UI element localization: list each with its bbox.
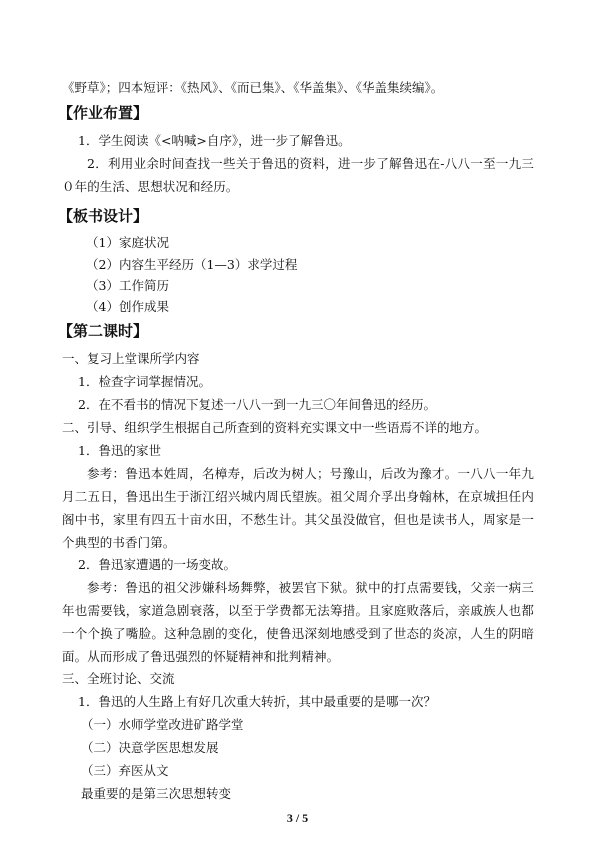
board-item-4: （4）创作成果 bbox=[86, 299, 169, 314]
section3-title: 三、全班讨论、交流 bbox=[62, 671, 175, 686]
lesson2-heading: 【第二课时】 bbox=[58, 322, 149, 340]
section3-option-2: （二）决意学医思想发展 bbox=[81, 740, 219, 755]
board-heading: 【板书设计】 bbox=[58, 207, 149, 225]
page-number: 3 / 5 bbox=[286, 811, 309, 825]
section3-option-1: （一）水师学堂改进矿路学堂 bbox=[81, 717, 244, 732]
board-item-3: （3）工作简历 bbox=[86, 278, 169, 293]
section3-question: 1．鲁迅的人生路上有好几次重大转折，其中最重要的是哪一次？ bbox=[78, 694, 436, 709]
board-item-2: （2）内容生平经历（1—3）求学过程 bbox=[86, 257, 298, 272]
section1-item-1: 1．检查字词掌握情况。 bbox=[78, 374, 211, 389]
section1-title: 一、复习上堂课所学内容 bbox=[62, 351, 200, 366]
section2-title: 二、引导、组织学生根据自己所查到的资料充实课文中一些语焉不详的地方。 bbox=[62, 420, 488, 435]
section1-item-2: 2．在不看书的情况下复述一八八一到一九三〇年间鲁迅的经历。 bbox=[78, 397, 436, 412]
section3-answer: 最重要的是第三次思想转变 bbox=[81, 786, 232, 801]
continuation-line: 《野草》；四本短评：《热风》、《而已集》、《华盖集》、《华盖集续编》。 bbox=[62, 80, 444, 95]
section2-ref-1: 参考：鲁迅本姓周，名樟寿，后改为树人；号豫山，后改为豫才。一八八一年九月二五日，鲁迅出生于浙江绍兴城内周氏望族。祖父周介孚出身翰林，在京城担任内阁中书，家里有四五十亩水田，不愁生计。其父虽没做官，但也是读书人，周家是一个典型的书香门第。 bbox=[62, 466, 534, 550]
homework-heading: 【作业布置】 bbox=[58, 104, 149, 122]
section2-ref-2: 参考：鲁迅的祖父涉嫌科场舞弊，被罢官下狱。狱中的打点需要钱，父亲一病三年也需要钱，家道急剧衰落，以至于学费都无法筹措。且家庭败落后，亲戚族人也都一个个换了嘴脸。这种急剧的变化，使鲁迅深刻地感受到了世态的炎凉，人生的阴暗面。从而形成了鲁迅强烈的怀疑精神和批判精神。 bbox=[62, 580, 534, 664]
board-item-1: （1）家庭状况 bbox=[86, 235, 169, 250]
section2-sub-2: 2．鲁迅家遭遇的一场变故。 bbox=[78, 557, 236, 572]
homework-item-2: 2．利用业余时间查找一些关于鲁迅的资料，进一步了解鲁迅在-八八一至一九三０年的生活、思想状况和经历。 bbox=[62, 156, 534, 194]
section3-option-3: （三）弃医从文 bbox=[81, 763, 169, 778]
section2-sub-1: 1．鲁迅的家世 bbox=[78, 443, 161, 458]
homework-item-1: 1．学生阅读《<呐喊>自序》，进一步了解鲁迅。 bbox=[78, 133, 351, 148]
